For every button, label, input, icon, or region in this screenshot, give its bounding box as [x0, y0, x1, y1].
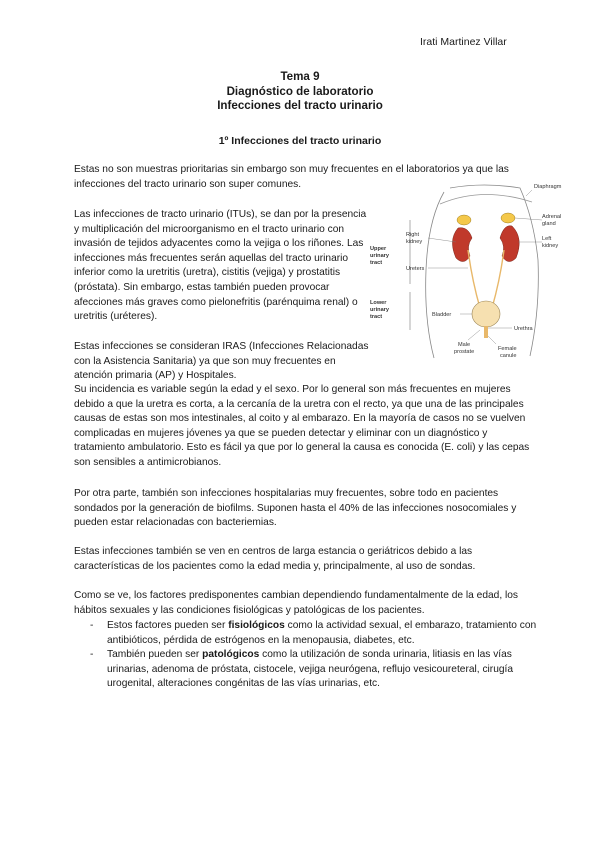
label-male-2: prostate — [454, 349, 475, 355]
label-left-kidney-1: Left — [542, 236, 552, 242]
label-upper-1: Upper — [370, 246, 387, 252]
label-upper-3: tract — [370, 260, 383, 266]
paragraph-incidence: Su incidencia es variable según la edad y el sexo. Por lo general son más frecuentes en mujeres debido a que la uretra es corta, a la cercanía de la uretra con el recto, ya que una de las principales causas de estas son mos intestinales, al coito y al embarazo. En la mayoría de casos no se vuelven complicadas en mujeres jóvenes ya que se pueden detectar y eliminar con un diagnóstico y tratamiento ambulatorio. Esto es fácil ya que por lo general la causa es conocida (E. coli) y las cepas son sensibles a antimicrobianos. — [74, 384, 530, 468]
urethra — [484, 326, 488, 338]
adrenal-gland-left — [501, 213, 515, 223]
paragraph-factors: Como se ve, los factores predisponentes cambian dependiendo fundamentalmente de la edad, los hábitos sexuales y las condiciones fisiológicas y patológicas de los pacientes. — [74, 590, 519, 616]
label-ureters: Ureters — [406, 266, 425, 272]
label-right-kidney-2: kidney — [406, 239, 423, 245]
diaphragm — [440, 194, 532, 204]
label-male-1: Male — [458, 342, 471, 348]
label-lower-3: tract — [370, 314, 383, 320]
ureter-right — [468, 250, 480, 308]
label-bladder: Bladder — [432, 312, 452, 318]
label-left-kidney-2: kidney — [542, 243, 559, 249]
title-subject: Diagnóstico de laboratorio — [226, 84, 374, 98]
ureter-left — [492, 250, 504, 308]
paragraph-hospital: Por otra parte, también son infecciones hospitalarias muy frecuentes, sobre todo en pacientes sondados por la generación de biofilms. Suponen hasta el 40% de las infecciones nosocomiales y pueden estar relacionadas con bacteriemias. — [74, 488, 517, 529]
bladder — [472, 301, 500, 327]
title-topic: Tema 9 — [280, 70, 320, 83]
section-heading: 1º Infecciones del tracto urinario — [218, 135, 382, 147]
author-name: Irati Martinez Villar — [420, 36, 507, 48]
label-right-kidney-1: Right — [406, 232, 420, 238]
label-female-2: canule — [500, 353, 517, 359]
leader-diaphragm — [526, 190, 532, 196]
label-lower-2: urinary — [370, 307, 389, 313]
factors-list — [90, 619, 540, 692]
urinary-tract-illustration — [362, 180, 562, 365]
paragraph-iras: Estas infecciones se consideran IRAS (Infecciones Relacionadas con la Asistencia Sanitaria) ya que son muy frecuentes en atención primaria (AP) y Hospitales. — [74, 341, 369, 382]
list-item-physiological: - Estos factores pueden ser fisiológicos como la actividad sexual, el embarazo, tratamiento con antibióticos, pérdida de estrógenos en la menopausia, diabetes, etc. — [90, 619, 540, 648]
term-physiological: fisiológicos — [228, 620, 285, 631]
leader-male — [468, 330, 480, 340]
leader-female — [488, 336, 496, 344]
label-upper-2: urinary — [370, 253, 389, 259]
label-female-1: Female — [498, 346, 517, 352]
paragraph-itus-definition: Las infecciones de tracto urinario (ITUs), se dan por la presencia y multiplicación del microorganismo en el tracto urinario con invasión de tejidos adyacentes como la vejiga o los riñones. Las infecciones más frecuentes serán aquellas del tracto urinario inferior como la uretritis (uretra), cistitis (vejiga) y prostatitis (próstata). Sin embargo, estas también pueden provocar afecciones más graves como pielonefritis (parénquima renal) o uretritis (uréteres). — [74, 209, 367, 323]
label-diaphragm: Diaphragm — [534, 184, 562, 190]
term-pathological: patológicos — [202, 649, 260, 661]
leader-right-kidney — [428, 238, 456, 242]
paragraph-geriatric: Estas infecciones también se ven en centros de larga estancia o geriátricos debido a las características de los pacientes como la edad media y, principalmente, al uso de sondas. — [74, 546, 476, 572]
list-item-pathological: - También pueden ser patológicos como la utilización de sonda urinaria, litiasis en las vías urinarias, adenoma de próstata, cistocele, vejiga neurógena, reflujo vesicoureteral, cirugía urogenital, alteraciones congénitas de las vías urinarias, etc. — [90, 648, 540, 692]
leader-adrenal — [515, 218, 542, 220]
label-lower-1: Lower — [370, 300, 387, 306]
label-urethra: Urethra — [514, 326, 533, 332]
body-outline-left — [426, 192, 444, 358]
paragraph-intro: Estas no son muestras prioritarias sin embargo son muy frecuentes en el laboratorios ya que las infecciones del tracto urinario son super comunes. — [74, 164, 509, 190]
title-theme: Infecciones del tracto urinario — [217, 99, 383, 112]
adrenal-gland-right — [457, 215, 471, 225]
document-title — [0, 70, 600, 114]
label-adrenal-2: gland — [542, 221, 556, 227]
urinary-tract-diagram — [362, 180, 562, 365]
label-adrenal-1: Adrenal — [542, 214, 562, 220]
